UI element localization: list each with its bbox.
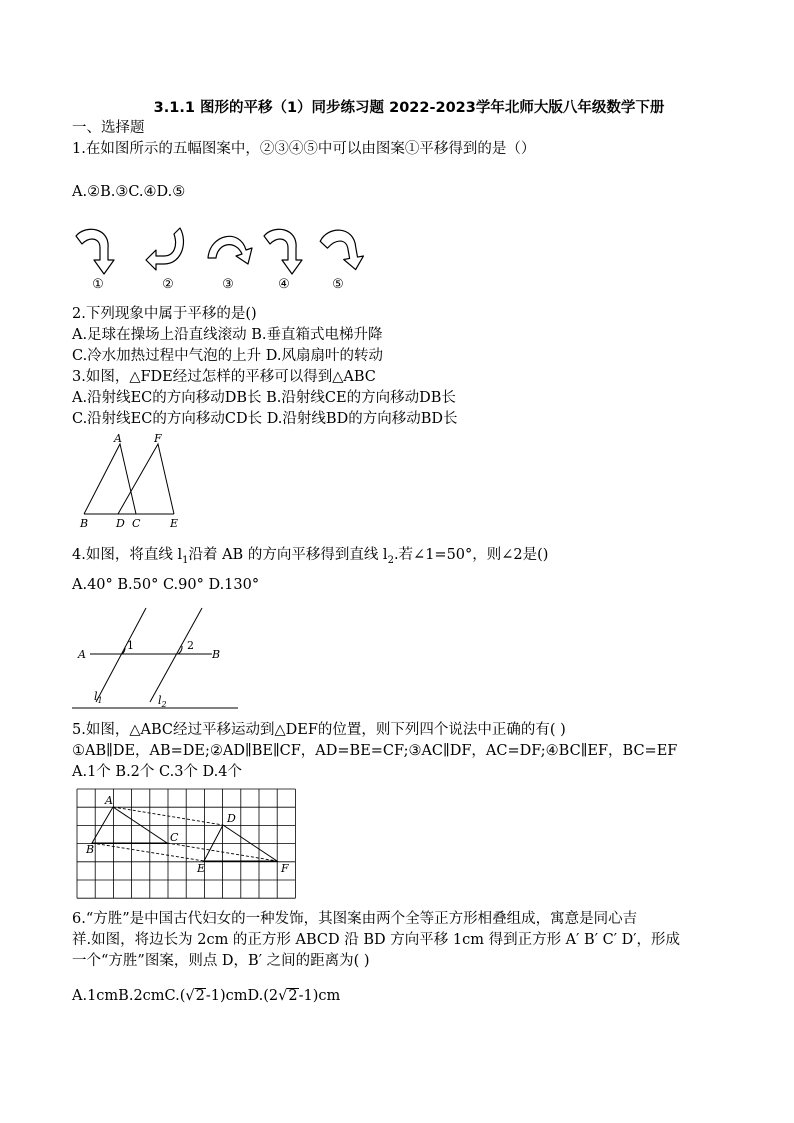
label-A: A (78, 648, 86, 661)
q2-stem: 2.下列现象中属于平移的是() (72, 306, 257, 322)
angle-2-label: 2 (187, 639, 194, 652)
label-B: B (212, 648, 221, 661)
label-D: D (116, 517, 125, 530)
fig3-label: ③ (222, 277, 234, 292)
q4-stem-part3: .若∠1=50°，则∠2是() (393, 547, 549, 563)
q1-options: A.②B.③C.④D.⑤ (72, 184, 186, 200)
label-l2: $l_2$ (158, 694, 167, 709)
q6-options-c-tail: -1)cmD.(2 (205, 988, 279, 1004)
section-heading: 一、选择题 (72, 120, 145, 136)
q4-options: A.40° B.50° C.90° D.130° (72, 577, 260, 593)
q4-stem-part2: 沿着 AB 的方向平移得到直线 l (188, 547, 388, 563)
label-F: F (281, 862, 289, 875)
fig1-label: ① (92, 277, 104, 292)
q6-options-ab: A.1cmB.2cmC.( (72, 988, 186, 1004)
label-B: B (86, 843, 95, 856)
label-C: C (170, 831, 179, 844)
q6-line1: 6.“方胜”是中国古代妇女的一种发饰，其图案由两个全等正方形相叠组成，寓意是同心吉 (72, 911, 638, 927)
arrow-figure-3-icon (208, 236, 252, 264)
label-A: A (105, 794, 113, 807)
q6-line3: 一个“方胜”图案，则点 D，B′ 之间的距离为( ) (72, 953, 370, 969)
fig4-label: ④ (278, 277, 290, 292)
q5-stem: 5.如图，△ABC经过平移运动到△DEF的位置，则下列四个说法中正确的有( ) (72, 722, 566, 738)
q5-statements: ①AB∥DE，AB=DE;②AD∥BE∥CF，AD=BE=CF;③AC∥DF，AC=DF;④BC∥EF，BC=EF (72, 743, 678, 759)
arrow-figure-1-icon (76, 229, 114, 274)
fig2-label: ② (162, 277, 174, 292)
q3-triangle-figure (74, 430, 194, 532)
q4-sub1: 1 (182, 554, 189, 566)
label-D: D (227, 812, 236, 825)
q6-sqrt-d: 2 (288, 988, 298, 1004)
title-text: 3.1.1 图形的平移（1）同步练习题 2022-2023学年北师大版八年级数学下册 (153, 100, 665, 116)
arrow-figure-5-icon (319, 226, 366, 274)
q6-options: A.1cmB.2cmC.(√2-1)cmD.(2√2-1)cm (72, 988, 341, 1004)
label-B: B (80, 517, 89, 530)
q1-figure (66, 218, 376, 296)
q3-options-line2: C.沿射线EC的方向移动CD长 D.沿射线BD的方向移动BD长 (72, 411, 458, 427)
label-E: E (170, 517, 179, 530)
angle-1-label: 1 (127, 639, 134, 652)
fig5-label: ⑤ (332, 277, 344, 292)
label-C: C (132, 517, 141, 530)
q4-stem (72, 545, 548, 571)
q5-options: A.1个 B.2个 C.3个 D.4个 (72, 764, 242, 780)
label-E: E (197, 862, 206, 875)
q1-stem: 1.在如图所示的五幅图案中，②③④⑤中可以由图案①平移得到的是（） (72, 141, 536, 157)
q6-sqrt-c: 2 (195, 988, 205, 1004)
q3-options-line1: A.沿射线EC的方向移动DB长 B.沿射线CE的方向移动DB长 (72, 390, 456, 406)
arrow-figure-2-icon (146, 228, 183, 270)
q3-stem: 3.如图，△FDE经过怎样的平移可以得到△ABC (72, 369, 376, 385)
q6-line2: 祥.如图，将边长为 2cm 的正方形 ABCD 沿 BD 方向平移 1cm 得到正方形 A′ B′ C′ D′，形成 (72, 932, 681, 948)
q6-options-d-tail: -1)cm (298, 988, 341, 1004)
q4-sub2: 2 (387, 554, 394, 566)
q5-grid-figure (76, 788, 300, 902)
label-l1: $l_1$ (94, 690, 103, 705)
q4-parallel-lines-figure (72, 604, 242, 712)
q4-stem-part1: 4.如图，将直线 l (72, 547, 183, 563)
page-title (0, 96, 794, 117)
q2-options-line1: A.足球在操场上沿直线滚动 B.垂直箱式电梯升降 (72, 327, 383, 343)
label-A: A (114, 432, 122, 445)
arrow-figure-4-icon (264, 229, 302, 274)
q2-options-line2: C.冷水加热过程中气泡的上升 D.风扇扇叶的转动 (72, 348, 384, 364)
label-F: F (154, 432, 162, 445)
